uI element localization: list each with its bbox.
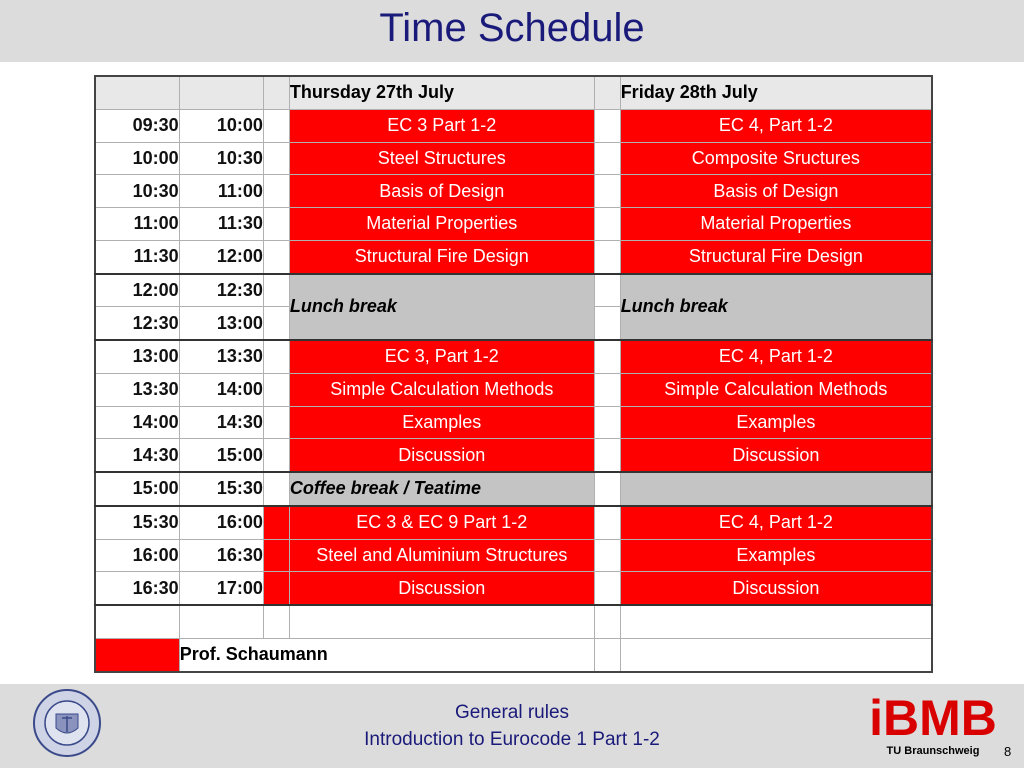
end-time: 10:30 — [179, 142, 263, 175]
start-time: 14:30 — [95, 439, 179, 472]
schedule-row — [95, 539, 932, 572]
slide-title: Time Schedule — [379, 6, 645, 50]
spacer-cell — [594, 340, 620, 373]
start-time: 15:00 — [95, 472, 179, 506]
spacer-cell — [594, 142, 620, 175]
end-time: 12:30 — [179, 274, 263, 307]
spacer-cell — [594, 373, 620, 406]
schedule-row — [95, 240, 932, 273]
friday-session: EC 4, Part 1-2 — [620, 506, 932, 539]
thursday-session: Steel Structures — [289, 142, 594, 175]
spacer-cell — [263, 472, 289, 506]
schedule-row — [95, 572, 932, 605]
schedule-row — [95, 472, 932, 506]
spacer-cell — [594, 208, 620, 241]
spacer-cell — [594, 307, 620, 340]
thursday-lunch-break: Lunch break — [289, 274, 594, 341]
friday-session: Discussion — [620, 572, 932, 605]
schedule-row — [95, 506, 932, 539]
spacer-cell — [263, 307, 289, 340]
spacer-cell — [263, 142, 289, 175]
spacer-cell — [263, 373, 289, 406]
schedule-row — [95, 274, 932, 307]
header-empty-cell — [95, 76, 179, 109]
thursday-session: EC 3 Part 1-2 — [289, 109, 594, 142]
spacer-cell — [263, 240, 289, 273]
legend-name: Prof. Schaumann — [179, 638, 594, 671]
empty-cell — [594, 638, 620, 671]
start-time: 15:30 — [95, 506, 179, 539]
schedule-row — [95, 340, 932, 373]
footer-course-title: Introduction to Eurocode 1 Part 1-2 — [364, 729, 660, 750]
friday-session: Composite Sructures — [620, 142, 932, 175]
schedule-row — [95, 142, 932, 175]
thursday-session: Steel and Aluminium Structures — [289, 539, 594, 572]
start-time: 09:30 — [95, 109, 179, 142]
spacer-cell — [263, 439, 289, 472]
spacer-cell — [594, 175, 620, 208]
spacer-cell — [594, 240, 620, 273]
logo-text: iBMB — [869, 690, 997, 746]
empty-cell — [289, 605, 594, 638]
end-time: 10:00 — [179, 109, 263, 142]
spacer-cell — [263, 208, 289, 241]
friday-session: Structural Fire Design — [620, 240, 932, 273]
thursday-session: Discussion — [289, 572, 594, 605]
header-empty-cell — [179, 76, 263, 109]
spacer-cell — [594, 506, 620, 539]
start-time: 10:30 — [95, 175, 179, 208]
spacer-cell — [263, 175, 289, 208]
thursday-session: EC 3 & EC 9 Part 1-2 — [289, 506, 594, 539]
end-time: 13:30 — [179, 340, 263, 373]
end-time: 12:00 — [179, 240, 263, 273]
spacer-cell — [263, 274, 289, 307]
footer-section-title: General rules — [454, 702, 570, 723]
schedule-row — [95, 373, 932, 406]
thursday-coffee-break: Coffee break / Teatime — [289, 472, 594, 506]
spacer-cell — [263, 109, 289, 142]
start-time: 11:30 — [95, 240, 179, 273]
empty-cell — [620, 638, 932, 671]
schedule-table — [94, 75, 933, 673]
end-time: 17:00 — [179, 572, 263, 605]
start-time: 16:00 — [95, 539, 179, 572]
schedule-row — [95, 406, 932, 439]
end-time: 15:00 — [179, 439, 263, 472]
day1-header: Thursday 27th July — [289, 76, 594, 109]
spacer-cell — [263, 572, 289, 605]
logo-caption: TU Braunschweig — [886, 745, 980, 757]
end-time: 13:00 — [179, 307, 263, 340]
empty-cell — [95, 605, 179, 638]
empty-cell — [263, 605, 289, 638]
friday-session: Basis of Design — [620, 175, 932, 208]
thursday-session: Structural Fire Design — [289, 240, 594, 273]
end-time: 11:30 — [179, 208, 263, 241]
thursday-session: Discussion — [289, 439, 594, 472]
friday-session: EC 4, Part 1-2 — [620, 340, 932, 373]
schedule-row — [95, 208, 932, 241]
start-time: 13:30 — [95, 373, 179, 406]
schedule-row — [95, 109, 932, 142]
thursday-session: EC 3, Part 1-2 — [289, 340, 594, 373]
end-time: 15:30 — [179, 472, 263, 506]
legend-row — [95, 638, 932, 671]
friday-session: Examples — [620, 539, 932, 572]
thursday-session: Material Properties — [289, 208, 594, 241]
spacer-cell — [594, 109, 620, 142]
end-time: 14:00 — [179, 373, 263, 406]
thursday-session: Simple Calculation Methods — [289, 373, 594, 406]
spacer-cell — [263, 506, 289, 539]
friday-session: Material Properties — [620, 208, 932, 241]
spacer-cell — [594, 572, 620, 605]
spacer-cell — [594, 439, 620, 472]
spacer-cell — [594, 274, 620, 307]
end-time: 16:00 — [179, 506, 263, 539]
start-time: 12:30 — [95, 307, 179, 340]
day2-header: Friday 28th July — [620, 76, 932, 109]
header-row — [95, 76, 932, 109]
friday-session: EC 4, Part 1-2 — [620, 109, 932, 142]
friday-session: Examples — [620, 406, 932, 439]
legend-color-swatch — [95, 638, 179, 671]
friday-lunch-break: Lunch break — [620, 274, 932, 341]
empty-cell — [179, 605, 263, 638]
empty-row — [95, 605, 932, 638]
spacer-cell — [594, 406, 620, 439]
page-number: 8 — [1004, 744, 1012, 759]
friday-session: Simple Calculation Methods — [620, 373, 932, 406]
schedule-row — [95, 439, 932, 472]
end-time: 11:00 — [179, 175, 263, 208]
empty-cell — [620, 605, 932, 638]
start-time: 12:00 — [95, 274, 179, 307]
empty-cell — [594, 605, 620, 638]
start-time: 11:00 — [95, 208, 179, 241]
spacer-cell — [594, 472, 620, 506]
end-time: 16:30 — [179, 539, 263, 572]
friday-session: Discussion — [620, 439, 932, 472]
start-time: 13:00 — [95, 340, 179, 373]
schedule-row — [95, 175, 932, 208]
friday-coffee-break — [620, 472, 932, 506]
start-time: 14:00 — [95, 406, 179, 439]
header-empty-cell — [594, 76, 620, 109]
thursday-session: Basis of Design — [289, 175, 594, 208]
start-time: 10:00 — [95, 142, 179, 175]
end-time: 14:30 — [179, 406, 263, 439]
spacer-cell — [594, 539, 620, 572]
spacer-cell — [263, 340, 289, 373]
start-time: 16:30 — [95, 572, 179, 605]
spacer-cell — [263, 406, 289, 439]
header-empty-cell — [263, 76, 289, 109]
thursday-session: Examples — [289, 406, 594, 439]
spacer-cell — [263, 539, 289, 572]
